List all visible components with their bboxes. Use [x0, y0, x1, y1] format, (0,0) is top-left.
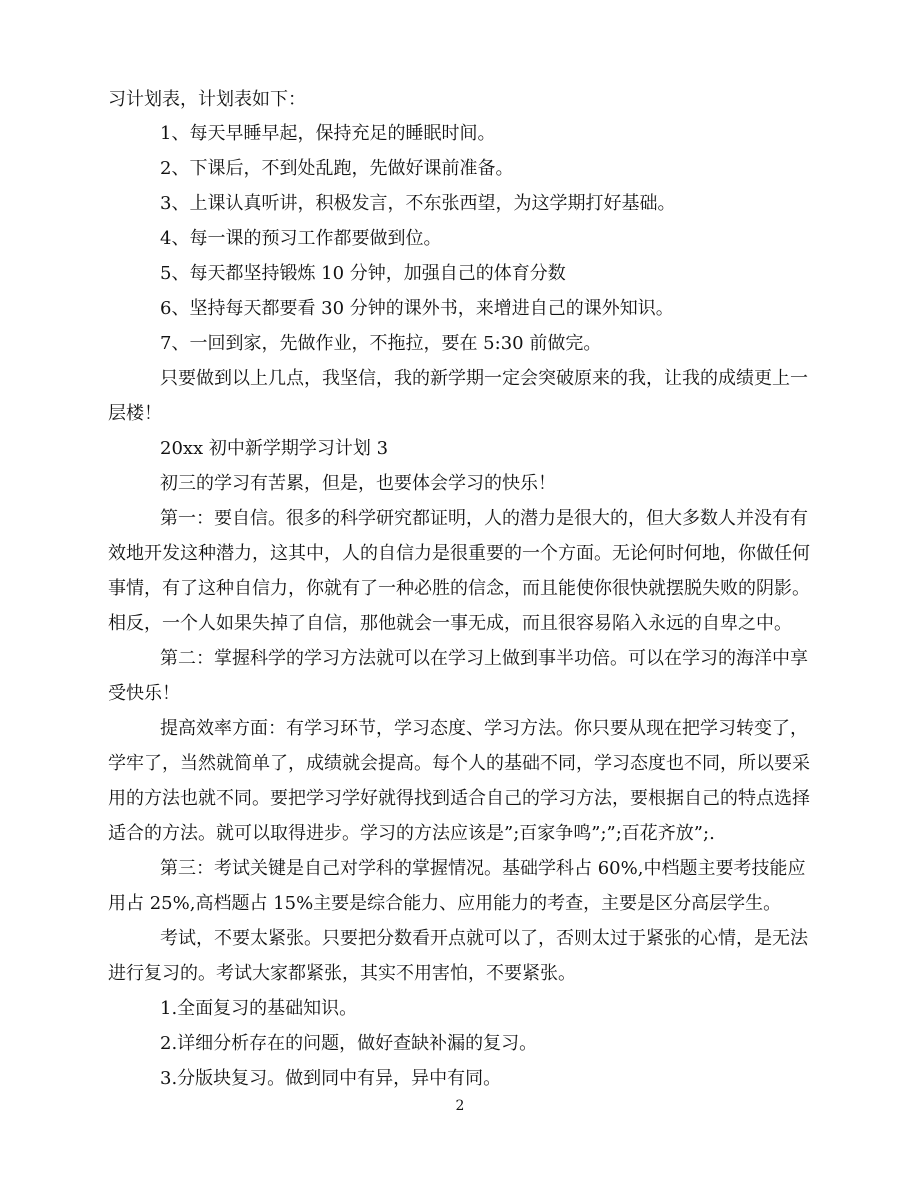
plan-item-1: 1、每天早睡早起，保持充足的睡眠时间。 — [160, 123, 496, 144]
plan-item-6: 6、坚持每天都要看 30 分钟的课外书，来增进自己的课外知识。 — [160, 298, 674, 319]
paragraph-line: 只要做到以上几点，我坚信，我的新学期一定会突破原来的我，让我的成绩更上一 — [160, 368, 808, 389]
paragraph-line: 第二：掌握科学的学习方法就可以在学习上做到事半功倍。可以在学习的海洋中享 — [160, 648, 808, 669]
paragraph-line: 初三的学习有苦累，但是，也要体会学习的快乐！ — [160, 473, 556, 494]
paragraph-line: 受快乐！ — [108, 683, 180, 704]
plan-item-7: 7、一回到家，先做作业，不拖拉，要在 5:30 前做完。 — [160, 333, 602, 354]
paragraph-line: 效地开发这种潜力，这其中，人的自信力是很重要的一个方面。无论何时何地，你做任何 — [108, 543, 810, 564]
text-line-continuation: 习计划表，计划表如下： — [108, 89, 306, 110]
paragraph-line: 提高效率方面：有学习环节，学习态度、学习方法。你只要从现在把学习转变了， — [160, 718, 808, 739]
paragraph-line: 第三：考试关键是自己对学科的掌握情况。基础学科占 60%,中档题主要考技能应 — [160, 858, 806, 879]
paragraph-line: 进行复习的。考试大家都紧张，其实不用害怕，不要紧张。 — [108, 963, 576, 984]
review-item-2: 2.详细分析存在的问题，做好查缺补漏的复习。 — [160, 1033, 538, 1054]
review-item-3: 3.分版块复习。做到同中有异，异中有同。 — [160, 1068, 502, 1089]
paragraph-line: 用占 25%,高档题占 15%主要是综合能力、应用能力的考查，主要是区分高层学生。 — [108, 893, 782, 914]
paragraph-line: 用的方法也就不同。要把学习学好就得找到适合自己的学习方法，要根据自己的特点选择 — [108, 788, 810, 809]
plan-item-2: 2、下课后，不到处乱跑，先做好课前准备。 — [160, 158, 514, 179]
plan-item-4: 4、每一课的预习工作都要做到位。 — [160, 228, 442, 249]
paragraph-line: 相反，一个人如果失掉了自信，那他就会一事无成，而且很容易陷入永远的自卑之中。 — [108, 613, 792, 634]
page-number: 2 — [455, 1098, 465, 1114]
plan-item-5: 5、每天都坚持锻炼 10 分钟，加强自己的体育分数 — [160, 263, 566, 284]
paragraph-line: 适合的方法。就可以取得进步。学习的方法应该是”;百家争鸣”;”;百花齐放”;. — [108, 823, 715, 844]
review-item-1: 1.全面复习的基础知识。 — [160, 998, 358, 1019]
plan-item-3: 3、上课认真听讲，积极发言，不东张西望，为这学期打好基础。 — [160, 193, 676, 214]
paragraph-line: 学牢了，当然就简单了，成绩就会提高。每个人的基础不同，学习态度也不同，所以要采 — [108, 753, 810, 774]
paragraph-line: 事情，有了这种自信力，你就有了一种必胜的信念，而且能使你很快就摆脱失败的阴影。 — [108, 578, 810, 599]
paragraph-line: 第一：要自信。很多的科学研究都证明，人的潜力是很大的，但大多数人并没有有 — [160, 508, 808, 529]
section-heading: 20xx 初中新学期学习计划 3 — [160, 438, 389, 459]
paragraph-line: 层楼！ — [108, 403, 162, 424]
paragraph-line: 考试，不要太紧张。只要把分数看开点就可以了，否则太过于紧张的心情，是无法 — [160, 928, 808, 949]
